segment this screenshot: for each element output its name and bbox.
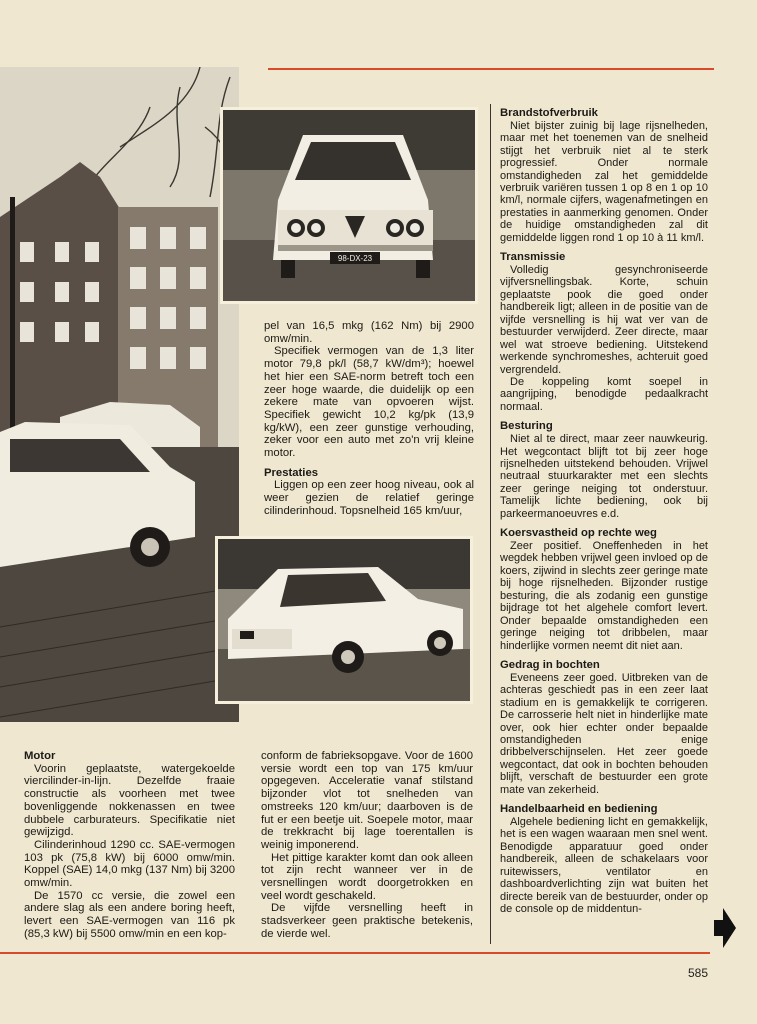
heading-prestaties: Prestaties bbox=[264, 466, 319, 479]
heading-besturing: Besturing bbox=[500, 420, 553, 433]
paragraph: Zeer positief. Oneffenheden in het wegdek hebben vrijwel geen invloed op de koers, zijwind in slechts zeer geringe mate bij hoge rijsnelheden. Bijzonder rustige besturing, die als zodanig een gunstige bijdrage tot het algehele comfort levert. Onder bepaalde omstandigheden een geringe neiging tot dribbelen, maar hinderlijke vormen neemt dit niet aan. bbox=[500, 539, 708, 652]
paragraph: conform de fabrieksopgave. Voor de 1600 versie wordt een top van 175 km/uur opgegeven. Acceleratie vanaf stilstand bijzonder vlot tot snelheden van omstreeks 120 km/uur; daarboven is de fut er een beetje uit. Soepele motor, maar de trekkracht bij lage toerentallen is weinig imponerend. bbox=[261, 750, 473, 851]
paragraph: pel van 16,5 mkg (162 Nm) bij 2900 omw/min. bbox=[264, 320, 474, 345]
paragraph: Liggen op een zeer hoog niveau, ook al weer gezien de relatief geringe cilinderinhoud. Topsnelheid 165 km/uur, bbox=[264, 479, 474, 517]
front-view-photo bbox=[220, 107, 478, 304]
heading-gedrag-in-bochten: Gedrag in bochten bbox=[500, 659, 600, 672]
heading-brandstofverbruik: Brandstofverbruik bbox=[500, 107, 598, 119]
col-left bbox=[24, 750, 235, 941]
top-rule bbox=[268, 68, 714, 70]
heading-koersvastheid: Koersvastheid op rechte weg bbox=[500, 527, 657, 540]
rear-view-photo bbox=[215, 536, 473, 704]
paragraph: Specifiek vermogen van de 1,3 liter motor 79,8 pk/l (58,7 kW/dm³); hoewel het hier een SAE-norm betreft toch een zeer hoge waarde, die duidelijk op een zekere mate van opvoeren wijst. Specifiek gewicht 10,2 kg/pk (13,9 kg/kW), een zeer gunstige verhouding, zeker voor een auto met zo'n vrij kleine motor. bbox=[264, 345, 474, 460]
col-mid-bottom bbox=[261, 750, 473, 941]
heading-motor: Motor bbox=[24, 750, 56, 762]
paragraph: Algehele bediening licht en gemakkelijk, het is een wagen waaraan men snel went. Benodigde apparatuur goed onder handbereik, alleen de schakelaars voor ruitewissers, ventilator en dashboardverlichting zijn wat buiten het directe bereik van de bestuurder, onder op de console op de middentun- bbox=[500, 815, 708, 916]
paragraph: De vijfde versnelling heeft in stadsverkeer geen praktische betekenis, de vierde wel. bbox=[261, 902, 473, 940]
paragraph: Het pittige karakter komt dan ook alleen tot zijn recht wanneer ver in de versnellingen wordt doorgetrokken en veel wordt geschakeld. bbox=[261, 851, 473, 902]
paragraph: Eveneens zeer goed. Uitbreken van de achteras geschiedt pas in een zeer laat stadium en is gemakkelijk te corrigeren. De carrosserie helt niet in hinderlijke mate over, ook hier echter onder bepaalde omstandigheden enige dribbelverschijnselen. Het zeer goede wegcontact, dat ook in bochten behouden blijft, verschaft de bestuurder een grote mate van zekerheid. bbox=[500, 671, 708, 796]
paragraph: Voorin geplaatste, watergekoelde viercilinder-in-lijn. Dezelfde fraaie constructie als voorheen met twee bovenliggende nokkenassen en twee dubbele carburateurs. Specifikatie niet gewijzigd. bbox=[24, 762, 235, 839]
heading-transmissie: Transmissie bbox=[500, 251, 566, 264]
col-mid-top bbox=[264, 320, 474, 518]
bottom-rule bbox=[0, 952, 710, 954]
paragraph: Cilinderinhoud 1290 cc. SAE-vermogen 103 pk (75,8 kW) bij 6000 omw/min. Koppel (SAE) 14,0 mkg (137 Nm) bij 3200 omw/min. bbox=[24, 838, 235, 890]
paragraph: Niet al te direct, maar zeer nauwkeurig. Het wegcontact blijft tot bij zeer hoge rijsnelheden uitstekend behouden. Vrijwel neutraal stuurkarakter met een slechts zeer geringe neiging tot onderstuur. Tamelijk lichte bediening, ook bij parkeermanoeuvres e.d. bbox=[500, 433, 708, 520]
paragraph: De 1570 cc versie, die zowel een andere slag als een andere boring heeft, levert een SAE-vermogen van 116 pk (85,3 kW) bij 5500 omw/min en een kop- bbox=[24, 889, 235, 940]
paragraph: Volledig gesynchroniseerde vijfversnellingsbak. Korte, schuin geplaatste pook die goed onder handbereik ligt; alleen in de positie van de vijfde versnelling is hij wat ver van de bestuurder verwijderd. Zeer directe, maar wel wat stroeve bediening. Uitstekend werkende synchromeshes, achteruit goed vergrendeld. bbox=[500, 263, 708, 376]
col-right bbox=[500, 107, 708, 916]
license-plate: 98-DX-23 bbox=[337, 254, 373, 263]
street-photo bbox=[0, 67, 239, 722]
paragraph: De koppeling komt soepel in aangrijping, benodigde pedaalkracht normaal. bbox=[500, 376, 708, 413]
heading-handelbaarheid: Handelbaarheid en bediening bbox=[500, 803, 658, 816]
arrow-right-icon bbox=[714, 908, 736, 948]
column-divider bbox=[490, 104, 491, 944]
paragraph: Niet bijster zuinig bij lage rijsnelheden, maar met het toenemen van de snelheid stijgt het verbruik niet al te sterk progressief. Onder normale omstandigheden zal het gemiddelde verbruik variëren tussen 1 op 8 en 1 op 10 km/l, normale cijfers, wagenafmetingen en prestaties in aanmerking genomen. Onder de huidige omstandigheden zal dit gemiddelde liggen rond 1 op 10 à 11 km/l. bbox=[500, 119, 708, 244]
page-number: 585 bbox=[688, 966, 709, 980]
